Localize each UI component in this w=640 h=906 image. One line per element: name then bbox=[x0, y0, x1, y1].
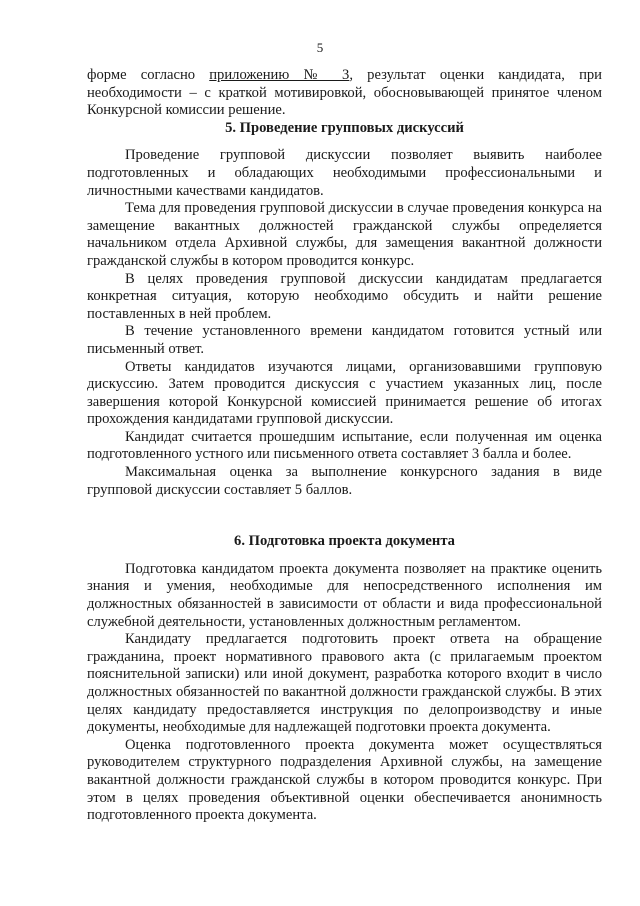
section-5-heading: 5. Проведение групповых дискуссий bbox=[225, 119, 464, 136]
section-5-paragraph: Ответы кандидатов изучаются лицами, организовавшими групповую дискуссию. Затем проводится дискуссия с участием указанных лиц, после завершения которой Конкурсной комиссией принимается решение об итогах прохождения кандидатами групповой дискуссии. bbox=[87, 358, 602, 428]
section-5-paragraph: Проведение групповой дискуссии позволяет выявить наиболее подготовленных и обладающих необходимыми профессиональными и личностными качествами кандидатов. bbox=[87, 147, 602, 199]
intro-paragraph: форме согласно приложению № 3, результат оценки кандидата, при необходимости – с краткой мотивировкой, обосновывающей принятое членом Конкурсной комиссии решение. bbox=[87, 67, 602, 119]
document-body bbox=[87, 67, 602, 825]
section-6-paragraph: Кандидату предлагается подготовить проект ответа на обращение гражданина, проект нормативного правового акта (с прилагаемым проектом пояснительной записки) или иной документ, разработка которого входит в число должностных обязанностей по вакантной должности гражданской службы. В этих целях кандидату предоставляется инструкция по делопроизводству и иные документы, необходимые для надлежащей подготовки проекта документа. bbox=[87, 631, 602, 736]
section-5-paragraph: В течение установленного времени кандидатом готовится устный или письменный ответ. bbox=[87, 323, 602, 357]
section-6-heading: 6. Подготовка проекта документа bbox=[234, 533, 455, 550]
section-6-paragraph: Оценка подготовленного проекта документа может осуществляться руководителем структурного подразделения Архивной службы, на замещение вакантной должности гражданской службы в котором проводится конкурс. При этом в целях проведения объективной оценки обеспечивается анонимность подготовленного проекта документа. bbox=[87, 736, 602, 824]
section-5-paragraph: Максимальная оценка за выполнение конкурсного задания в виде групповой дискуссии составляет 5 баллов. bbox=[87, 464, 602, 498]
appendix-link[interactable]: приложению № 3 bbox=[209, 67, 350, 83]
section-5-paragraph: Кандидат считается прошедшим испытание, если полученная им оценка подготовленного устного или письменного ответа составляет 3 балла и более. bbox=[87, 428, 602, 463]
section-6-paragraph: Подготовка кандидатом проекта документа позволяет на практике оценить знания и умения, необходимые для непосредственного исполнения им должностных обязанностей в зависимости от области и вида профессиональной служебной деятельности, установленных должностным регламентом. bbox=[87, 560, 602, 630]
section-5-paragraph: Тема для проведения групповой дискуссии в случае проведения конкурса на замещение вакантных должностей гражданской службы определяется начальником отдела Архивной службы, для замещения вакантной должности гражданской службы в котором проводится конкурс. bbox=[87, 200, 602, 269]
section-5-paragraph: В целях проведения групповой дискуссии кандидатам предлагается конкретная ситуация, которую необходимо обсудить и найти решение поставленных в ней проблем. bbox=[87, 270, 602, 322]
page-number: 5 bbox=[316, 40, 324, 55]
